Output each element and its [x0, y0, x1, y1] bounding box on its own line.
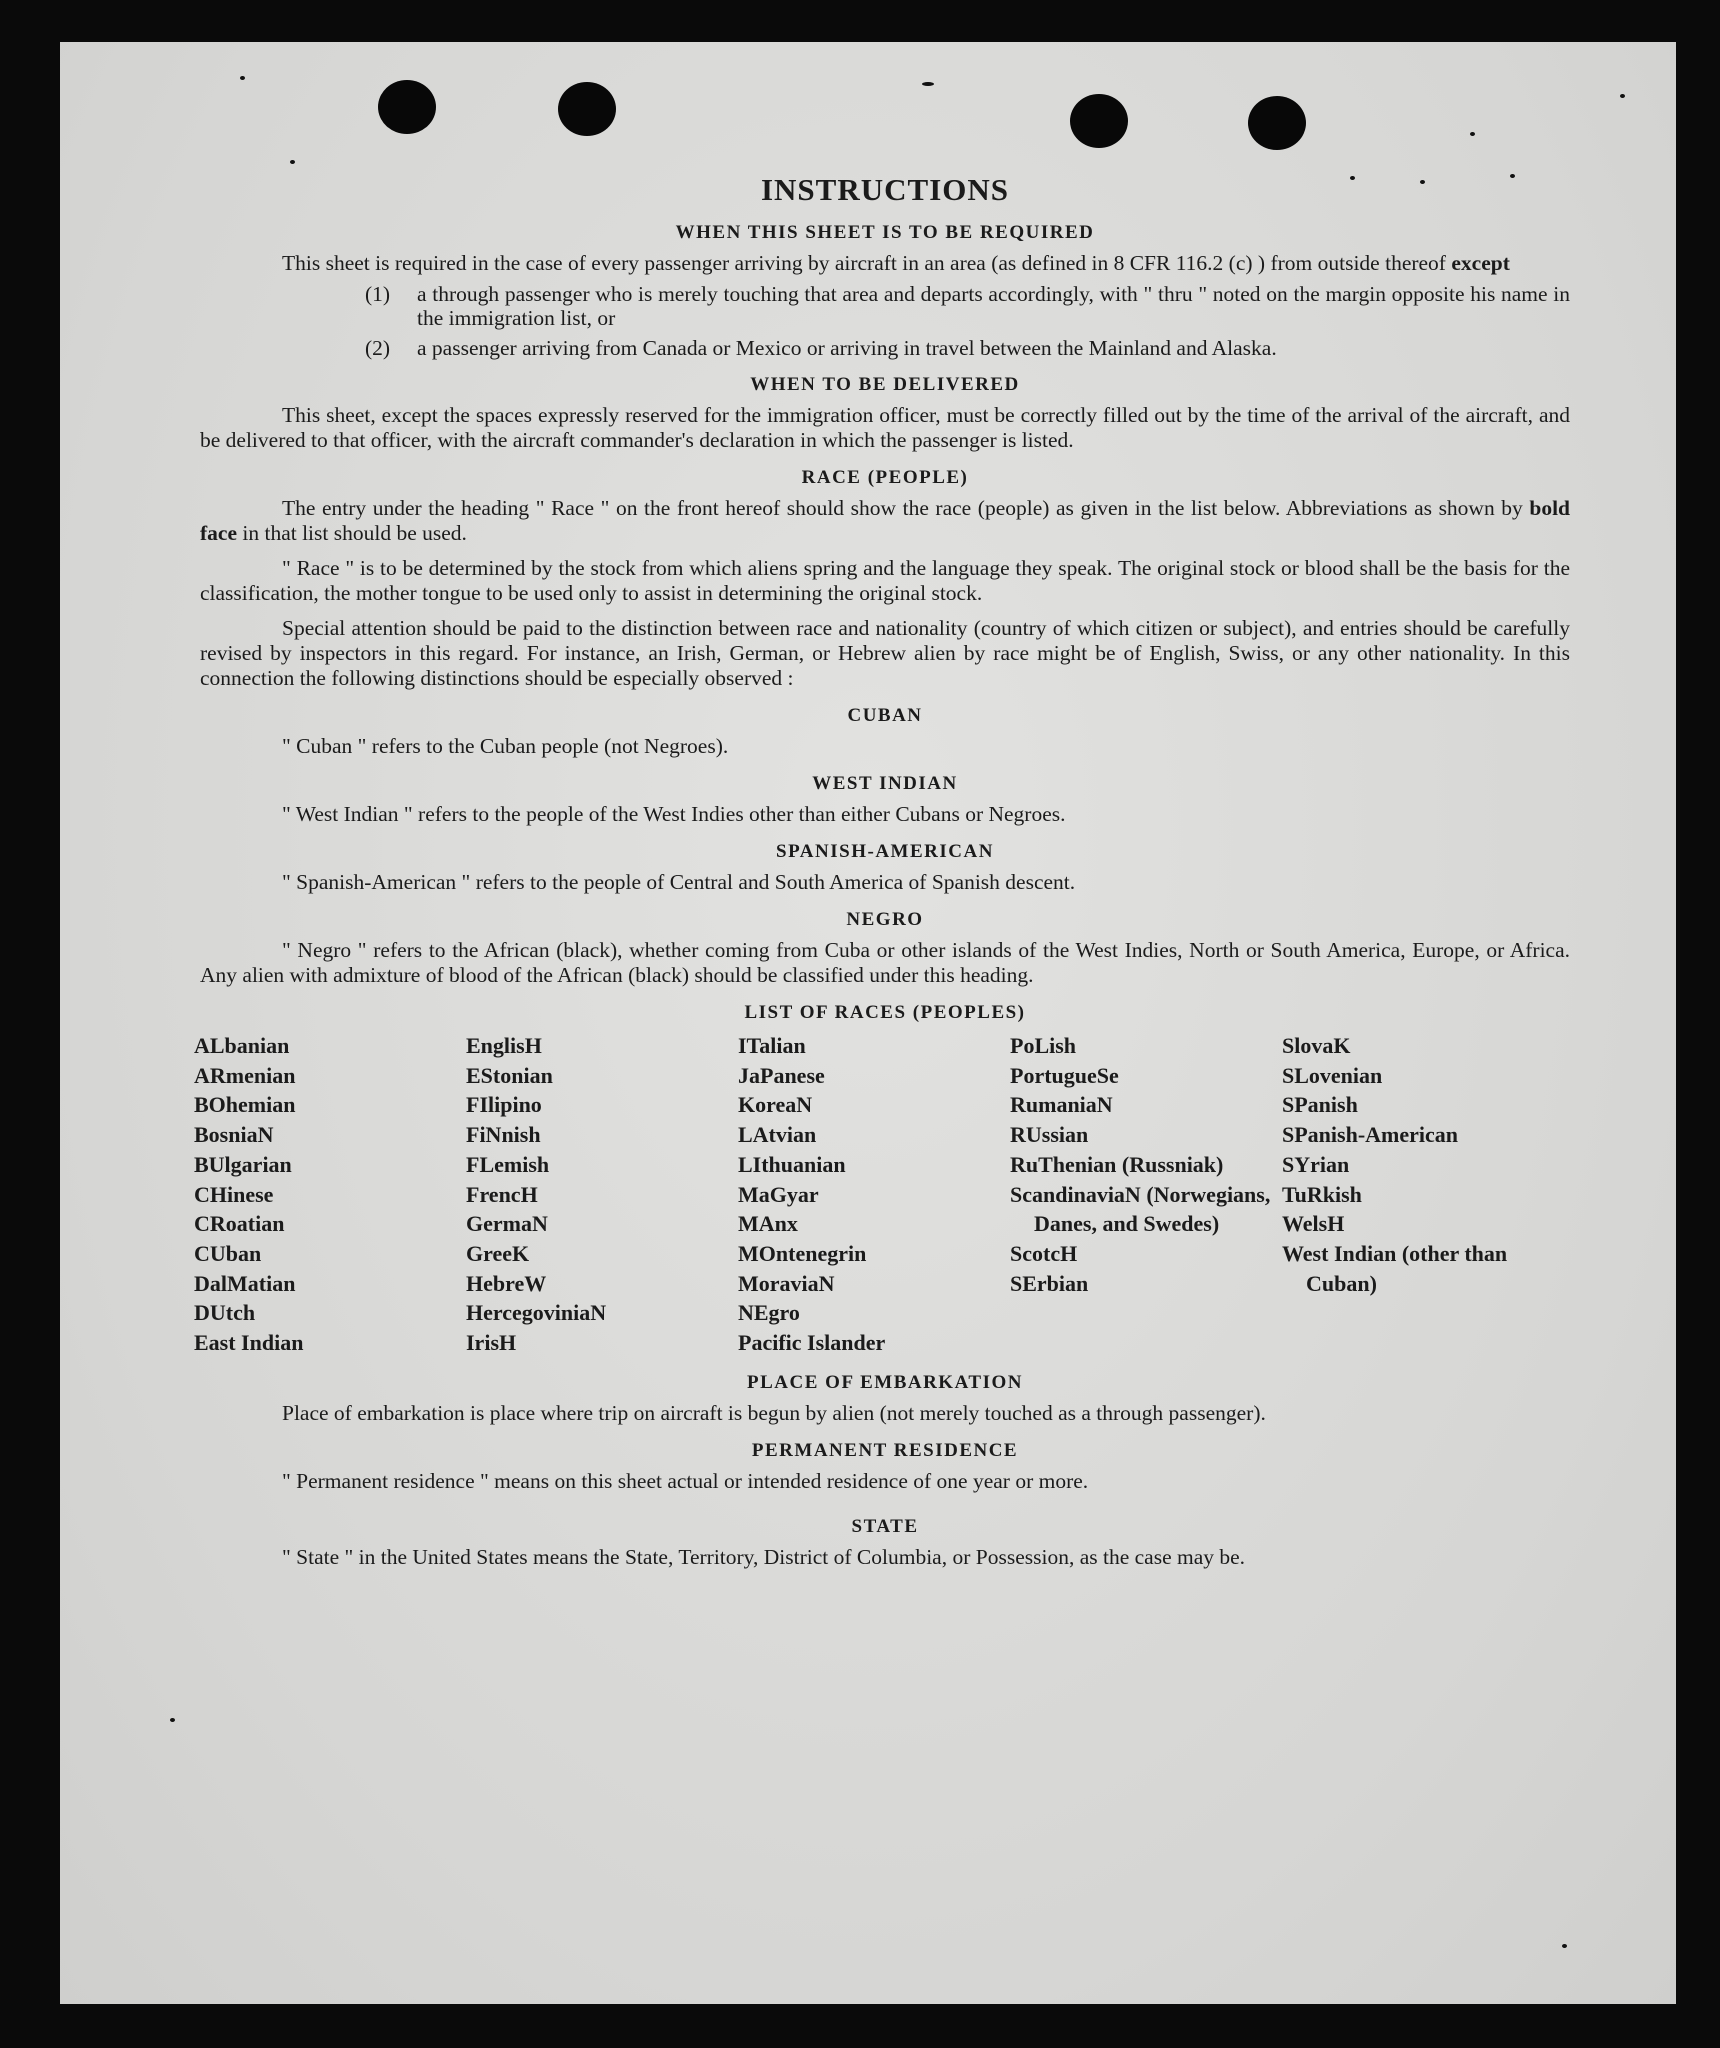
speck [290, 160, 295, 164]
race-item: ITalian [738, 1033, 806, 1058]
section-heading-state: STATE [851, 1515, 919, 1537]
race-item: BUlgarian [194, 1151, 292, 1177]
race-paragraph-1: The entry under the heading " Race " on the front hereof should show the race (people) as given in the list below. Abbreviations as shown by bold face in that list should be used. [200, 496, 1570, 545]
race-item: FLemish [466, 1151, 550, 1177]
race-item: DalMatian [194, 1270, 296, 1296]
races-column-1 [194, 1031, 466, 1358]
race-item: SPanish-American [1282, 1122, 1458, 1148]
race-paragraph-3: Special attention should be paid to the distinction between race and nationality (country of which citizen or subject), and entries should be carefully revised by inspectors in this regard. For instance, an Irish, German, or Hebrew alien by race might be of English, Swiss, or any other nationality. In this connection the following distinctions should be especially observed : [200, 616, 1570, 690]
races-column-2 [466, 1031, 738, 1358]
races-column-4 [1010, 1031, 1282, 1358]
west-indian-text: " West Indian " refers to the people of the West Indies other than either Cubans or Negroes. [282, 802, 1066, 826]
race-item: FIlipino [466, 1092, 542, 1118]
race-item: RumaniaN [1010, 1092, 1113, 1118]
race-item: LAtvian [738, 1122, 817, 1148]
speck [922, 82, 934, 86]
race-item: BosniaN [194, 1122, 274, 1148]
race-item: JaPanese [738, 1062, 825, 1088]
race-item: ScotcH [1010, 1240, 1078, 1266]
race-item: Pacific Islander [738, 1330, 886, 1356]
races-list [194, 1031, 1570, 1358]
race-item: RUssian [1010, 1122, 1089, 1148]
race-item: MoraviaN [738, 1270, 835, 1296]
permanent-residence-text: " Permanent residence " means on this sheet actual or intended residence of one year or more. [282, 1468, 1089, 1493]
section-heading-spanish-american: SPANISH-AMERICAN [776, 841, 994, 862]
race-item: MOntenegrin [738, 1240, 867, 1266]
race-item: SlovaK [1282, 1033, 1351, 1058]
race-item: West Indian (other than Cuban) [1282, 1240, 1508, 1296]
race-item: PoLish [1010, 1033, 1077, 1058]
race-item: GermaN [466, 1211, 548, 1237]
section-heading-race: RACE (PEOPLE) [801, 467, 969, 488]
race-item: LIthuanian [738, 1151, 846, 1177]
race-item: HercegoviniaN [466, 1300, 607, 1326]
punch-hole [558, 82, 616, 136]
race-item: EnglisH [466, 1033, 542, 1058]
race-item: WelsH [1282, 1211, 1345, 1237]
speck [240, 76, 245, 80]
speck [170, 1718, 175, 1722]
section-heading-embarkation: PLACE OF EMBARKATION [747, 1371, 1023, 1393]
speck [1562, 1944, 1567, 1948]
races-column-5 [1282, 1031, 1564, 1358]
race-item: IrisH [466, 1330, 517, 1356]
race-item: East Indian [194, 1330, 304, 1356]
section-heading-delivered: WHEN TO BE DELIVERED [750, 374, 1020, 395]
races-column-3 [738, 1031, 1010, 1358]
race-paragraph-2: " Race " is to be determined by the stock from which aliens spring and the language they speak. The original stock or blood shall be the basis for the classification, the mother tongue to be used only to assist in determining the original stock. [200, 556, 1570, 605]
negro-text: " Negro " refers to the African (black), whether coming from Cuba or other islands of the West Indies, North or South America, Europe, or Africa. Any alien with admixture of blood of the African (black) should be classified under this heading. [200, 938, 1570, 987]
race-item: HebreW [466, 1270, 547, 1296]
required-intro: This sheet is required in the case of every passenger arriving by aircraft in an area (as defined in 8 CFR 116.2 (c) ) from outside thereof except [282, 251, 1510, 275]
exception-item-2: (2) a passenger arriving from Canada or Mexico or arriving in travel between the Mainland and Alaska. [365, 336, 1277, 360]
race-item: ALbanian [194, 1033, 290, 1058]
race-item: CUban [194, 1240, 262, 1266]
race-item: SPanish [1282, 1092, 1358, 1118]
section-heading-races-list: LIST OF RACES (PEOPLES) [744, 1002, 1026, 1023]
race-item: SErbian [1010, 1270, 1089, 1296]
cuban-text: " Cuban " refers to the Cuban people (not Negroes). [282, 734, 729, 758]
speck [1470, 132, 1475, 136]
section-heading-required: WHEN THIS SHEET IS TO BE REQUIRED [675, 222, 1095, 243]
punch-hole [378, 80, 436, 134]
race-item: ScandinaviaN (Norwegians, Danes, and Swedes) [1010, 1181, 1271, 1237]
race-item: CRoatian [194, 1211, 285, 1237]
speck [1620, 94, 1625, 98]
state-text: " State " in the United States means the State, Territory, District of Columbia, or Possession, as the case may be. [282, 1544, 1246, 1569]
race-item: KoreaN [738, 1092, 813, 1118]
instructions-content [194, 172, 1570, 1570]
race-item: SLovenian [1282, 1062, 1383, 1088]
race-item: SYrian [1282, 1151, 1350, 1177]
race-item: TuRkish [1282, 1181, 1362, 1207]
race-item: MaGyar [738, 1181, 819, 1207]
section-heading-permanent-residence: PERMANENT RESIDENCE [751, 1439, 1019, 1461]
section-heading-west-indian: WEST INDIAN [812, 773, 958, 794]
race-item: NEgro [738, 1300, 800, 1326]
race-item: RuThenian (Russniak) [1010, 1151, 1224, 1177]
race-item: DUtch [194, 1300, 256, 1326]
race-item: BOhemian [194, 1092, 296, 1118]
punch-hole [1248, 96, 1306, 150]
section-heading-negro: NEGRO [846, 909, 924, 930]
delivered-text: This sheet, except the spaces expressly reserved for the immigration officer, must be correctly filled out by the time of the arrival of the aircraft, and be delivered to that officer, with the aircraft commander's declaration in which the passenger is listed. [200, 403, 1570, 452]
race-item: MAnx [738, 1211, 798, 1237]
document-page [60, 42, 1676, 2004]
exception-item-1: (1) a through passenger who is merely touching that area and departs accordingly, with " thru " noted on the margin opposite his name in the immigration list, or [365, 282, 1570, 330]
race-item: GreeK [466, 1240, 530, 1266]
spanish-american-text: " Spanish-American " refers to the people of Central and South America of Spanish descent. [282, 870, 1076, 894]
race-item: FrencH [466, 1181, 538, 1207]
section-heading-cuban: CUBAN [847, 705, 923, 726]
race-item: CHinese [194, 1181, 274, 1207]
race-item: ARmenian [194, 1062, 296, 1088]
punch-hole [1070, 94, 1128, 148]
race-item: FiNnish [466, 1122, 541, 1148]
page-title: INSTRUCTIONS [760, 172, 1009, 207]
race-item: PortugueSe [1010, 1062, 1119, 1088]
race-item: EStonian [466, 1062, 553, 1088]
embarkation-text: Place of embarkation is place where trip on aircraft is begun by alien (not merely touched as a through passenger). [282, 1400, 1266, 1425]
